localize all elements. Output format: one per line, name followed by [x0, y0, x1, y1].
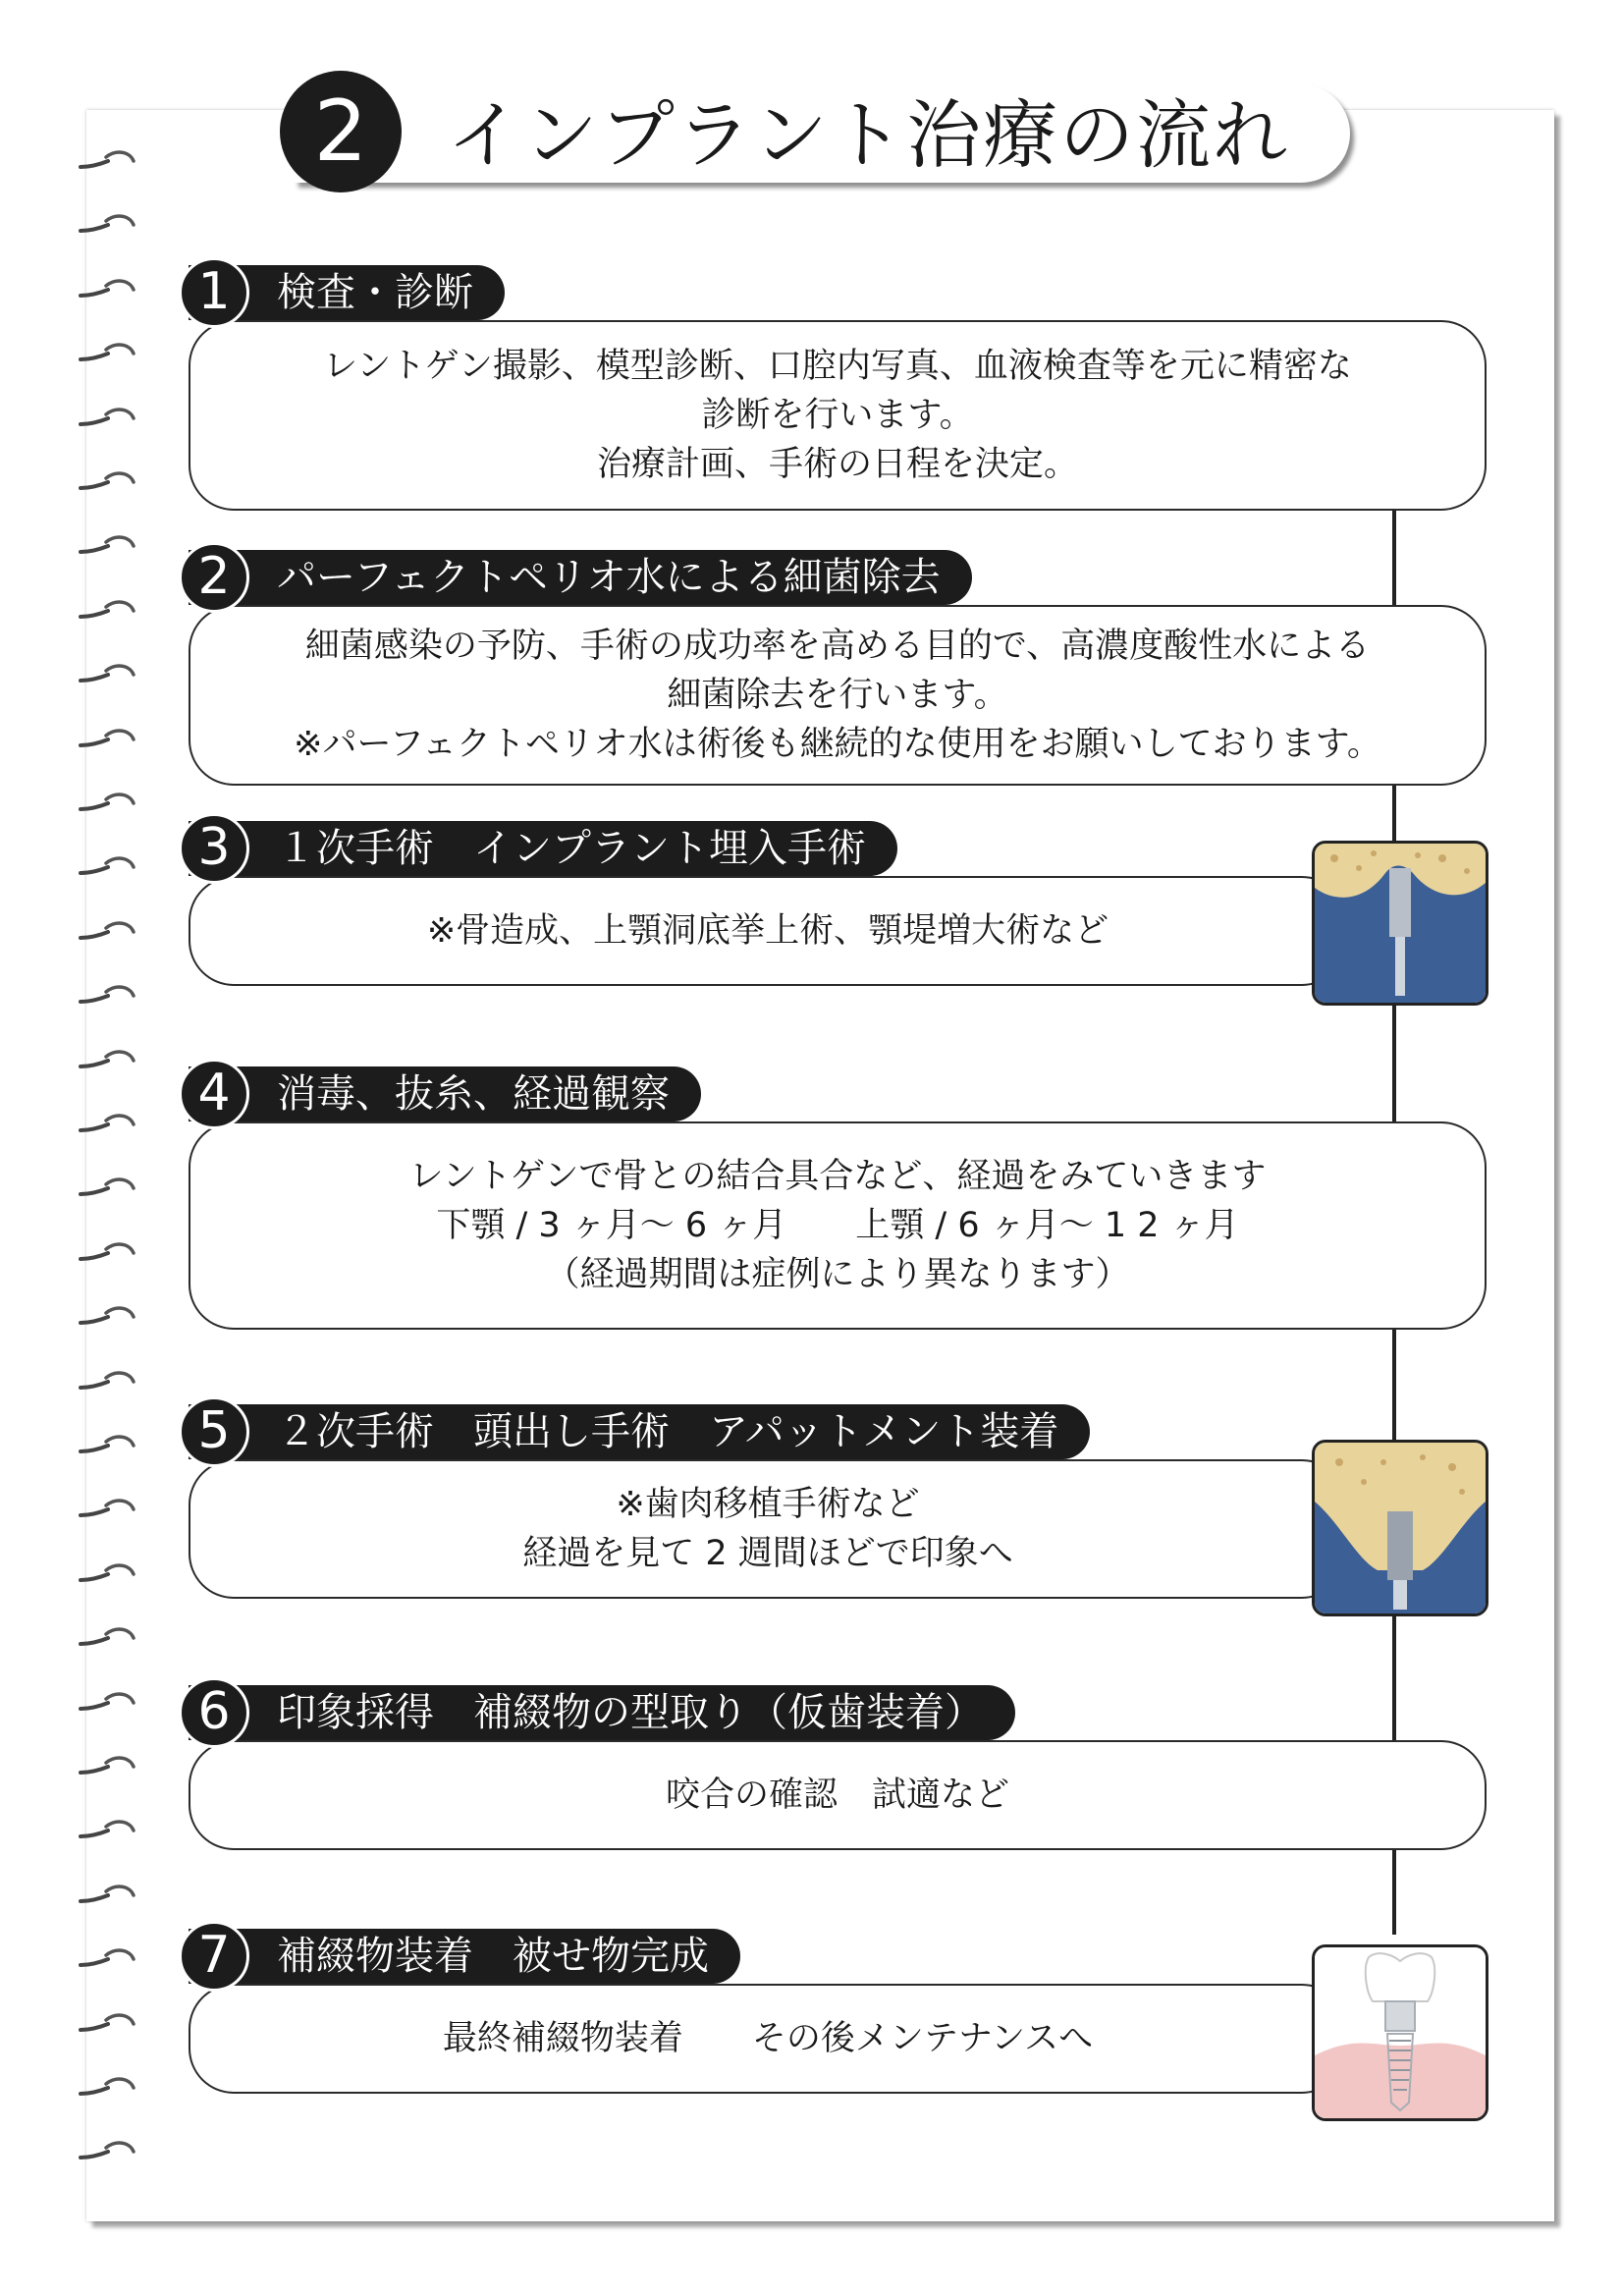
binding-ring [69, 340, 147, 367]
step-title: パーフェクトペリオ水による細菌除去 [189, 550, 972, 605]
binding-ring [69, 2010, 147, 2038]
binding-ring [69, 532, 147, 560]
spiral-binding [69, 147, 147, 2180]
page-title: インプラント治療の流れ [447, 91, 1289, 179]
step-title: 検査・診断 [189, 265, 505, 320]
step-number: 3 [179, 813, 249, 884]
section-number-badge: 2 [280, 71, 402, 192]
step-number: 6 [179, 1677, 249, 1748]
step-description [189, 1740, 1487, 1850]
binding-ring [69, 1689, 147, 1717]
binding-ring [69, 1753, 147, 1780]
binding-ring [69, 1817, 147, 1844]
binding-ring [69, 468, 147, 496]
binding-ring [69, 853, 147, 881]
step-description [189, 1121, 1487, 1330]
binding-ring [69, 982, 147, 1010]
crown-illustration [1312, 1944, 1488, 2121]
step-number: 1 [179, 257, 249, 328]
binding-ring [69, 1882, 147, 1909]
step-title: 印象採得 補綴物の型取り（仮歯装着） [189, 1685, 1015, 1740]
binding-ring [69, 1303, 147, 1331]
step-number: 4 [179, 1059, 249, 1129]
description-line: 治療計画、手術の日程を決定。 [596, 445, 1078, 484]
binding-ring [69, 1624, 147, 1652]
description-line: ※歯肉移植手術など [616, 1485, 920, 1524]
step-description [189, 1984, 1347, 2094]
description-line: レントゲン撮影、模型診断、口腔内写真、血液検査等を元に精密な [323, 347, 1352, 386]
binding-ring [69, 211, 147, 239]
binding-ring [69, 1432, 147, 1459]
description-line: 最終補綴物装着 その後メンテナンスへ [442, 2019, 1094, 2058]
binding-ring [69, 1239, 147, 1267]
description-line: ※骨造成、上顎洞底挙上術、顎堤増大術など [426, 911, 1109, 951]
binding-ring [69, 276, 147, 303]
step-description [189, 1459, 1347, 1599]
binding-ring [69, 1111, 147, 1138]
step-number: 7 [179, 1921, 249, 1992]
step-description [189, 320, 1487, 511]
binding-ring [69, 1496, 147, 1523]
binding-ring [69, 1175, 147, 1202]
binding-ring [69, 918, 147, 946]
step-title: 消毒、抜糸、経過観察 [189, 1066, 701, 1121]
binding-ring [69, 147, 147, 175]
description-line: 咬合の確認 試適など [665, 1776, 1009, 1815]
binding-ring [69, 661, 147, 688]
binding-ring [69, 2138, 147, 2165]
binding-ring [69, 1945, 147, 1973]
description-line: 経過を見て 2 週間ほどで印象へ [522, 1534, 1013, 1573]
step-number: 5 [179, 1396, 249, 1467]
binding-ring [69, 1368, 147, 1395]
description-line: レントゲンで骨との結合具合など、経過をみていきます [408, 1157, 1267, 1196]
binding-ring [69, 726, 147, 753]
step-title: 補綴物装着 被せ物完成 [189, 1929, 740, 1984]
step-title: １次手術 インプラント埋入手術 [189, 821, 897, 876]
description-line: 細菌除去を行います。 [667, 676, 1008, 715]
step-title: ２次手術 頭出し手術 アパットメント装着 [189, 1404, 1090, 1459]
implant-placement-illustration [1312, 841, 1488, 1006]
description-line: ※パーフェクトペリオ水は術後も継続的な使用をお願いしております。 [294, 725, 1381, 764]
description-line: 下顎 / 3 ヶ月〜 6 ヶ月 上顎 / 6 ヶ月〜 1 2 ヶ月 [436, 1206, 1239, 1245]
binding-ring [69, 597, 147, 625]
binding-ring [69, 2074, 147, 2102]
binding-ring [69, 1047, 147, 1074]
binding-ring [69, 1560, 147, 1588]
step-description [189, 876, 1347, 986]
abutment-illustration [1312, 1440, 1488, 1616]
step-number: 2 [179, 542, 249, 613]
description-line: （経過期間は症例により異なります） [545, 1255, 1130, 1294]
binding-ring [69, 790, 147, 817]
binding-ring [69, 405, 147, 432]
description-line: 診断を行います。 [701, 396, 974, 435]
step-description [189, 605, 1487, 786]
description-line: 細菌感染の予防、手術の成功率を高める目的で、高濃度酸性水による [304, 627, 1371, 666]
